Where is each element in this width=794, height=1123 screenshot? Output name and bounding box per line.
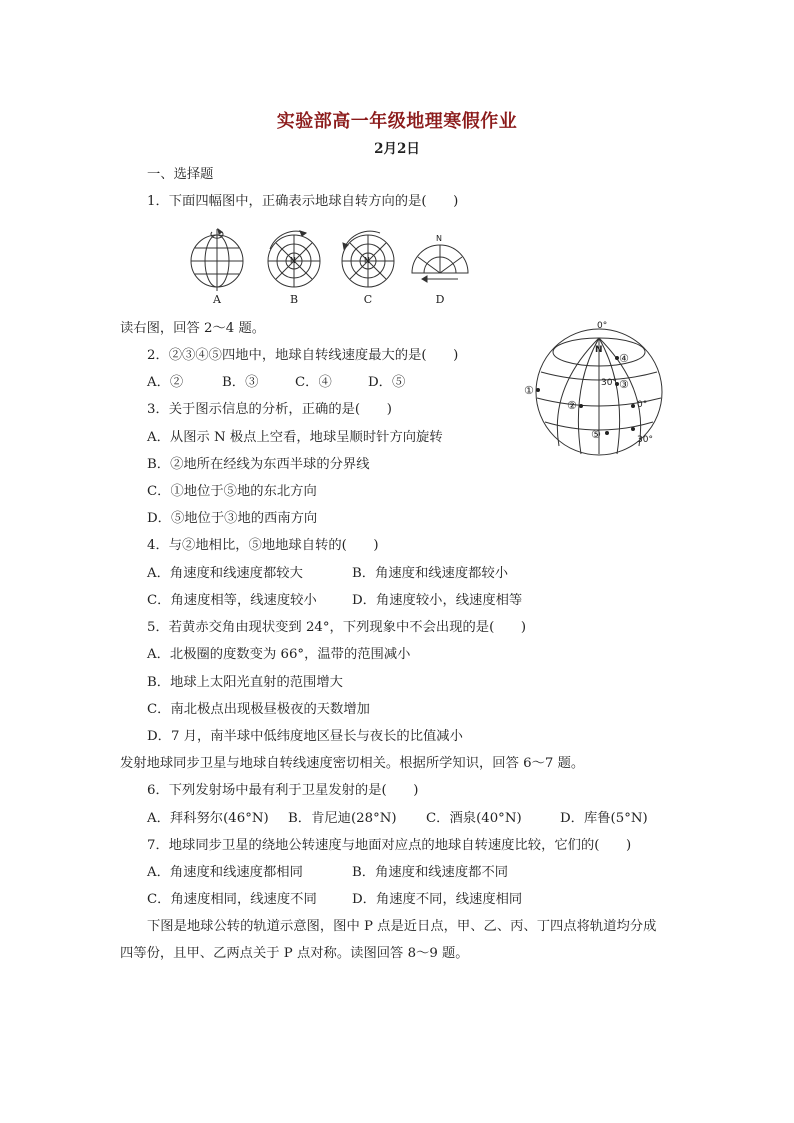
figure-label-a: A <box>213 293 221 306</box>
globe-label-p1: ① <box>524 384 534 397</box>
q7-option-d: D．角速度不同，线速度相同 <box>352 892 523 907</box>
q7-option-c: C．角速度相同，线速度不同 <box>147 892 317 907</box>
point-1-marker <box>536 388 540 392</box>
globe-label-p5: ⑤ <box>591 428 601 441</box>
intro-8-9-line2: 四等份，且甲、乙两点关于 P 点对称。读图回答 8～9 题。 <box>120 946 469 961</box>
figure-a <box>191 229 243 291</box>
globe-label-p3: ③ <box>619 378 629 391</box>
q5-option-a: A．北极圈的度数变为 66°，温带的范围减小 <box>147 647 411 662</box>
section-heading: 一、选择题 <box>147 167 214 182</box>
globe-label-p2: ② <box>567 399 577 412</box>
q2-option-b: B．③ <box>222 375 259 390</box>
page-title: 实验部高一年级地理寒假作业 <box>276 111 518 132</box>
q4-option-c: C．角速度相等，线速度较小 <box>147 593 317 608</box>
figure-b-north: N <box>290 256 296 265</box>
q3-option-a: A．从图示 N 极点上空看，地球呈顺时针方向旋转 <box>147 430 443 445</box>
q4-stem: 4．与②地相比，⑤地地球自转的( ) <box>147 538 379 553</box>
globe-label-north: N <box>595 345 603 355</box>
globe-label-eq: 0° <box>637 400 648 410</box>
q1-figures <box>186 225 476 313</box>
figure-label-b: B <box>289 293 299 306</box>
equator-marker <box>631 404 635 408</box>
q2-option-a: A．② <box>147 375 184 390</box>
q7-option-b: B．角速度和线速度都不同 <box>352 865 509 880</box>
q7-stem: 7．地球同步卫星的绕地公转速度与地面对应点的地球自转速度比较，它们的( ) <box>147 838 632 853</box>
figure-d <box>412 245 468 282</box>
q7-option-a: A．角速度和线速度都相同 <box>147 865 303 880</box>
globe-label-top: 0° <box>597 321 608 331</box>
q5-option-b: B．地球上太阳光直射的范围增大 <box>147 675 343 690</box>
figure-d-north: N <box>436 234 442 243</box>
q4-option-b: B．角速度和线速度都较小 <box>352 566 509 581</box>
q5-stem: 5．若黄赤交角由现状变到 24°，下列现象中不会出现的是( ) <box>147 620 527 635</box>
intro-8-9-line1: 下图是地球公转的轨道示意图，图中 P 点是近日点，甲、乙、丙、丁四点将轨道均分成 <box>147 919 657 934</box>
lat30-south-marker <box>631 427 635 431</box>
q4-option-d: D．角速度较小，线速度相等 <box>352 593 523 608</box>
page-date: 2月2日 <box>374 141 420 157</box>
q3-option-d: D．⑤地位于③地的西南方向 <box>147 511 318 526</box>
q6-stem: 6．下列发射场中最有利于卫星发射的是( ) <box>147 783 419 798</box>
q6-option-a: A．拜科努尔(46°N) <box>147 811 269 826</box>
globe-label-lat30a: 30° <box>601 378 617 388</box>
q1-figures-svg <box>186 225 476 293</box>
globe-label-p4: ④ <box>619 352 629 365</box>
q6-option-d: D．库鲁(5°N) <box>560 811 648 826</box>
q4-option-a: A．角速度和线速度都较大 <box>147 566 303 581</box>
globe-label-lat30b: 30° <box>637 435 653 445</box>
read-figure-instruction: 读右图，回答 2～4 题。 <box>120 321 266 336</box>
q6-option-b: B．肯尼迪(28°N) <box>288 811 397 826</box>
figure-label-d: D <box>435 293 445 306</box>
point-5-marker <box>605 431 609 435</box>
q5-option-d: D．7 月，南半球中低纬度地区昼长与夜长的比值减小 <box>147 729 463 744</box>
figure-c-north: N <box>364 256 370 265</box>
q3-stem: 3．关于图示信息的分析，正确的是( ) <box>147 402 392 417</box>
q3-option-c: C．①地位于⑤地的东北方向 <box>147 484 317 499</box>
point-2-marker <box>579 404 583 408</box>
q5-option-c: C．南北极点出现极昼极夜的天数增加 <box>147 702 370 717</box>
q3-option-b: B．②地所在经线为东西半球的分界线 <box>147 457 370 472</box>
q1-stem: 1．下面四幅图中，正确表示地球自转方向的是( ) <box>147 194 459 209</box>
figure-label-c: C <box>363 293 373 306</box>
q2-stem: 2．②③④⑤四地中，地球自转线速度最大的是( ) <box>147 348 459 363</box>
q2-option-c: C．④ <box>295 375 332 390</box>
intro-6-7: 发射地球同步卫星与地球自转线速度密切相关。根据所学知识，回答 6～7 题。 <box>120 756 585 771</box>
q6-option-c: C．酒泉(40°N) <box>426 811 522 826</box>
globe-figure <box>521 318 671 458</box>
q2-option-d: D．⑤ <box>368 375 406 390</box>
